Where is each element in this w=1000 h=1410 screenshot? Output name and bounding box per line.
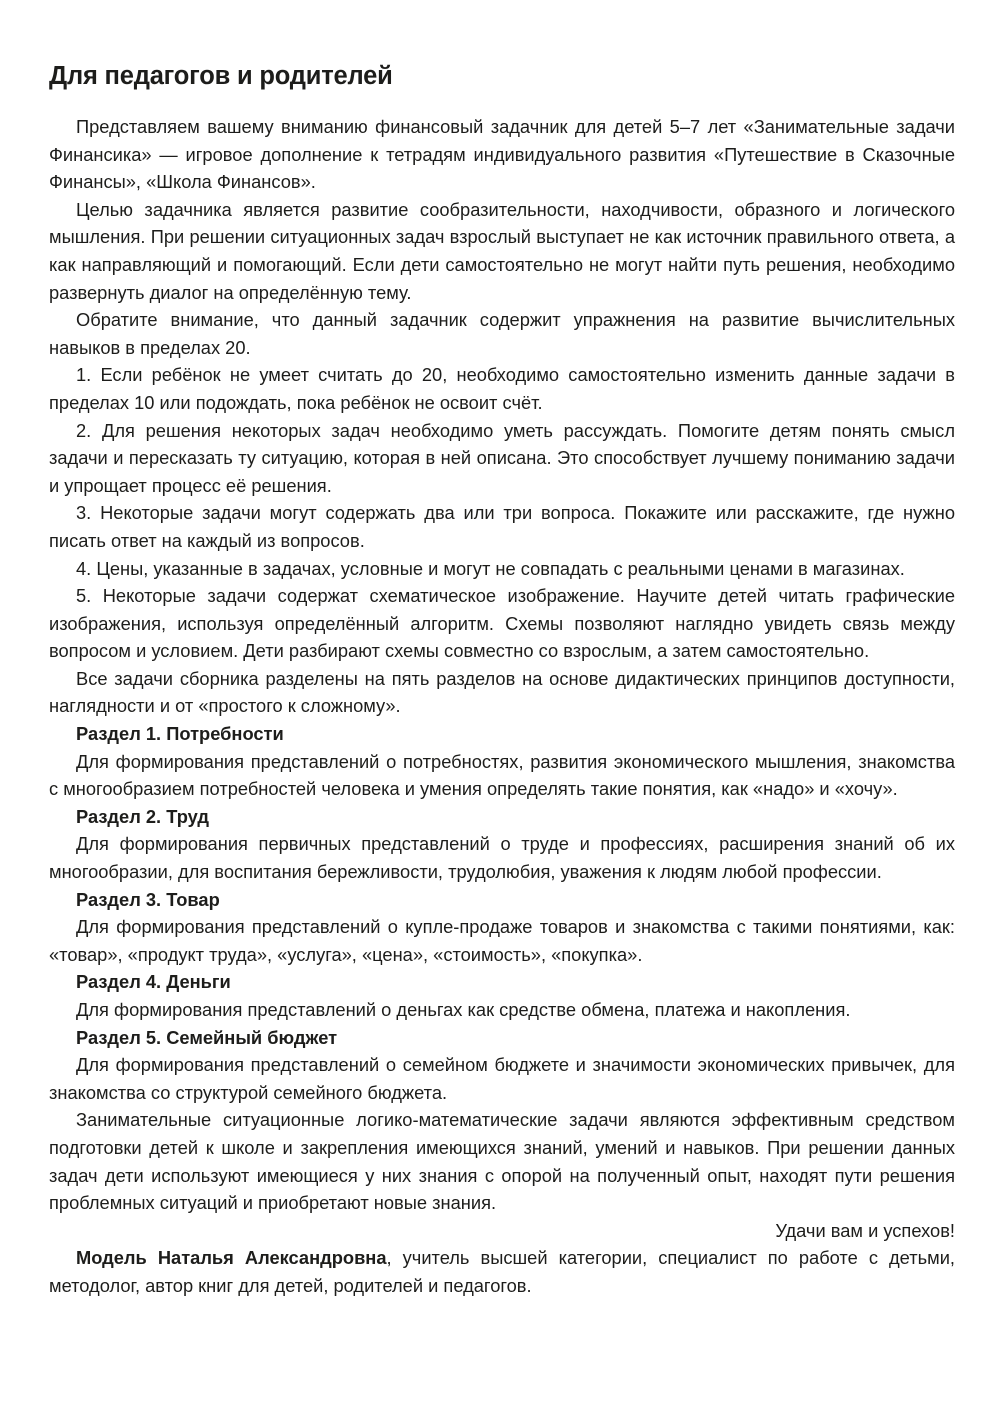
section-2-title: Раздел 2. Труд	[76, 805, 209, 827]
section-4-text: Для формирования представлений о деньгах как средстве обмена, платежа и накопления.	[76, 999, 851, 1020]
section-4-title: Раздел 4. Деньги	[76, 971, 231, 993]
intro-paragraph-2: Целью задачника является развитие сообразительности, находчивости, образного и логического мышления. При решении ситуационных задач взрослый выступает не как источник правильного ответа, а как направляющий и помогающий. Если дети самостоятельно не могут найти путь решения, необходимо развернуть диалог на определённую тему.	[49, 198, 955, 303]
author-name: Модель Наталья Александровна	[76, 1247, 387, 1269]
intro-paragraph-1: Представляем вашему вниманию финансовый задачник для детей 5–7 лет «Занимательные задачи Финансика» — игровое дополнение к тетрадям индивидуального развития «Путешествие в Сказочные Финансы», «Школа Финансов».	[49, 116, 955, 193]
section-3-text: Для формирования представлений о купле-продаже товаров и знакомства с такими понятиями, как: «товар», «продукт труда», «услуга», «цена», «стоимость», «покупка».	[49, 916, 955, 965]
note-3: 3. Некоторые задачи могут содержать два или три вопроса. Покажите или расскажите, где нужно писать ответ на каждый из вопросов.	[49, 502, 955, 551]
author-signature	[49, 1244, 955, 1299]
conclusion-paragraph: Занимательные ситуационные логико-математические задачи являются эффективным средством подготовки детей к школе и закрепления имеющихся знаний, умений и навыков. При решении данных задач дети используют имеющиеся у них знания с опорой на полученный опыт, находят пути решения проблемных ситуаций и приобретают новые знания.	[49, 1109, 955, 1214]
closing-wish: Удачи вам и успехов!	[775, 1219, 955, 1241]
note-5: 5. Некоторые задачи содержат схематическое изображение. Научите детей читать графические изображения, используя определённый алгоритм. Схемы позволяют наглядно увидеть связь между вопросом и условием. Дети разбирают схемы совместно со взрослым, а затем самостоятельно.	[49, 585, 955, 662]
note-1: 1. Если ребёнок не умеет считать до 20, необходимо самостоятельно изменить данные задачи в пределах 10 или подождать, пока ребёнок не освоит счёт.	[49, 364, 955, 413]
intro-paragraph-3: Обратите внимание, что данный задачник содержит упражнения на развитие вычислительных навыков в пределах 20.	[49, 309, 955, 358]
section-1-text: Для формирования представлений о потребностях, развития экономического мышления, знакомства с многообразием потребностей человека и умения определять такие понятия, как «надо» и «хочу».	[49, 750, 955, 800]
section-1-title: Раздел 1. Потребности	[76, 723, 284, 745]
section-3-title: Раздел 3. Товар	[76, 888, 220, 910]
note-2: 2. Для решения некоторых задач необходимо уметь рассуждать. Помогите детям понять смысл задачи и пересказать ту ситуацию, которая в ней описана. Это способствует лучшему пониманию задачи и упрощает процесс её решения.	[49, 419, 955, 496]
author-description: , учитель высшей категории, специалист по работе с детьми, методолог, автор книг для детей, родителей и педагогов.	[49, 1247, 955, 1296]
intro-paragraph-sections: Все задачи сборника разделены на пять разделов на основе дидактических принципов доступности, наглядности и от «простого к сложному».	[49, 667, 955, 717]
document-page	[49, 58, 955, 1300]
section-5-title: Раздел 5. Семейный бюджет	[76, 1026, 338, 1048]
section-5-text: Для формирования представлений о семейном бюджете и значимости экономических привычек, для знакомства со структурой семейного бюджета.	[49, 1054, 955, 1103]
note-4: 4. Цены, указанные в задачах, условные и могут не совпадать с реальными ценами в магазинах.	[76, 557, 905, 579]
section-2-text: Для формирования первичных представлений о труде и профессиях, расширения знаний об их многообразии, для воспитания бережливости, трудолюбия, уважения к людям любой профессии.	[49, 833, 955, 883]
page-title: Для педагогов и родителей	[49, 62, 393, 90]
